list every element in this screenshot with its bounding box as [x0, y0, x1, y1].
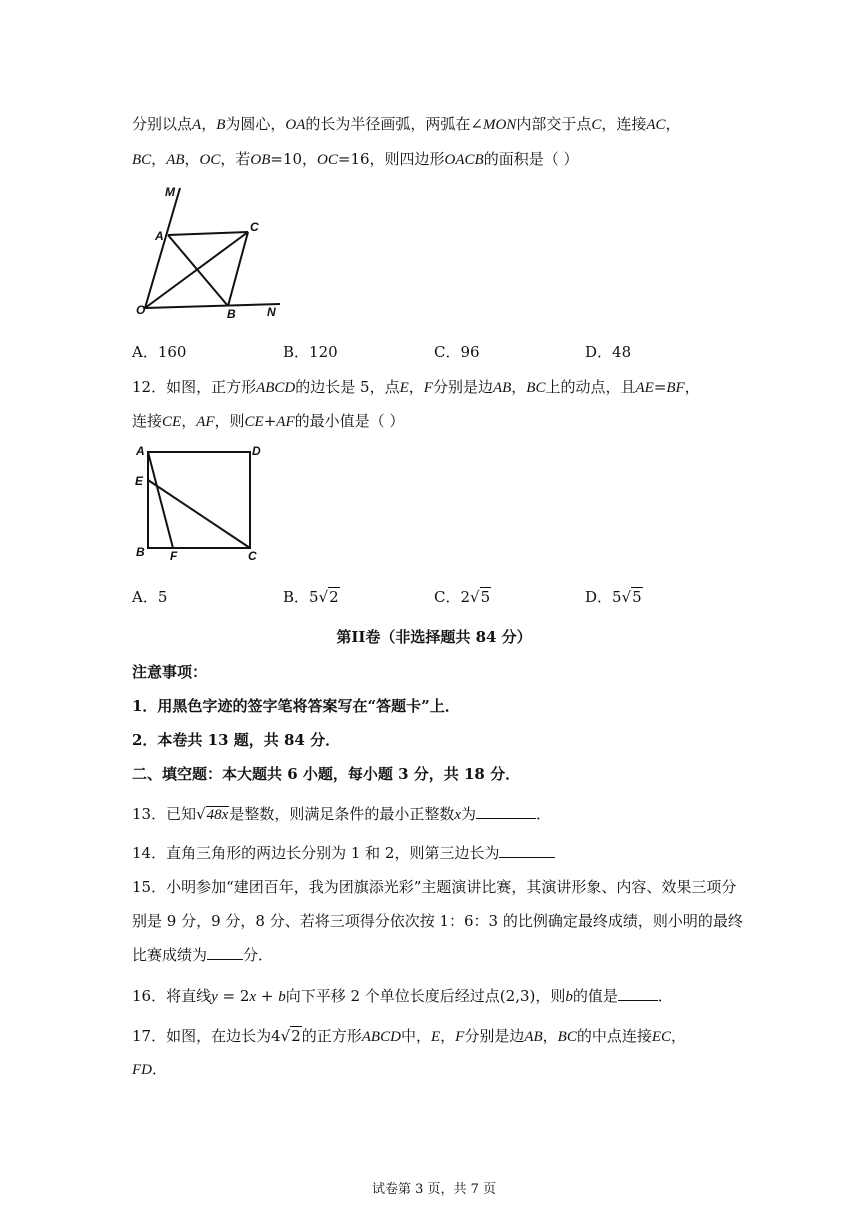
q11-choice-b[interactable]: B．120 — [283, 343, 338, 361]
q12-choice-c[interactable]: C．2√5 — [434, 588, 491, 606]
answer-blank[interactable] — [499, 843, 555, 858]
q12-line1: 12．如图，正方形ABCD的边长是 5，点E，F分别是边AB，BC上的动点，且AE=BF， — [132, 378, 700, 396]
segment-ac — [168, 232, 248, 235]
q11-choice-d[interactable]: D．48 — [585, 343, 632, 361]
q12-line2: 连接CE，AF，则CE+AF的最小值是（ ） — [132, 412, 405, 430]
label-c: C — [248, 549, 257, 563]
ray-on — [145, 304, 280, 308]
q12-choice-a[interactable]: A．5 — [132, 588, 168, 606]
label-m: M — [165, 185, 175, 199]
label-n: N — [267, 305, 276, 319]
answer-blank[interactable] — [476, 804, 536, 819]
q13: 13．已知√48x是整数，则满足条件的最小正整数x为 ． — [132, 805, 552, 823]
notes-title: 注意事项： — [132, 663, 208, 681]
section2-title: 第II卷（非选择题共 84 分） — [336, 628, 532, 646]
q12-choice-b[interactable]: B．5√2 — [283, 588, 339, 606]
page-footer: 试卷第 3 页，共 7 页 — [371, 1182, 497, 1197]
sqrt-symbol: √2 — [318, 588, 339, 606]
sqrt-symbol: √2 — [280, 1027, 301, 1045]
segment-oc — [145, 232, 248, 308]
sqrt-symbol: √5 — [621, 588, 642, 606]
label-d: D — [252, 444, 261, 458]
q11-choice-c[interactable]: C．96 — [434, 343, 480, 361]
sqrt-symbol: √48x — [196, 805, 229, 823]
label-b: B — [227, 307, 236, 321]
ray-om — [145, 188, 180, 308]
q14: 14．直角三角形的两边长分别为 1 和 2，则第三边长为 — [132, 842, 555, 863]
label-a: A — [155, 229, 164, 243]
part2-heading: 二、填空题：本大题共 6 小题，每小题 3 分，共 18 分． — [132, 765, 521, 783]
q11-line2: BC，AB，OC，若OB=10，OC=16，则四边形OACB的面积是（ ） — [132, 150, 579, 168]
q17-line1: 17．如图，在边长为4√2的正方形ABCD中，E，F分别是边AB，BC的中点连接EC， — [132, 1027, 687, 1045]
q11-figure — [125, 180, 295, 325]
label-e: E — [135, 474, 144, 488]
segment-af — [148, 452, 173, 548]
q12-figure — [130, 440, 270, 565]
label-f: F — [170, 549, 178, 563]
label-o: O — [136, 303, 146, 317]
label-b: B — [136, 545, 145, 559]
label-a: A — [136, 444, 145, 458]
q17-line2: FD． — [132, 1060, 168, 1078]
sqrt-symbol: √5 — [470, 588, 491, 606]
answer-blank[interactable] — [207, 945, 243, 960]
q15-line1: 15．小明参加“建团百年，我为团旗添光彩”主题演讲比赛，其演讲形象、内容、效果三项分 — [132, 878, 737, 896]
q15-line2: 别是 9 分，9 分，8 分、若将三项得分依次按 1：6：3 的比例确定最终成绩，则小明的最终 — [132, 912, 743, 930]
label-c: C — [250, 220, 259, 234]
q16: 16．将直线y = 2x + b向下平移 2 个单位长度后经过点(2,3)，则b的值是 ． — [132, 987, 673, 1005]
note-1: 1．用黑色字迹的签字笔将答案写在“答题卡”上． — [132, 697, 460, 715]
segment-ab — [168, 235, 228, 306]
note-2: 2．本卷共 13 题，共 84 分． — [132, 731, 341, 749]
q12-choice-d[interactable]: D．5√5 — [585, 588, 642, 606]
q11-choice-a[interactable]: A．160 — [132, 343, 187, 361]
q15-line3: 比赛成绩为 分． — [132, 946, 274, 964]
q11-line1: 分别以点A，B为圆心，OA的长为半径画弧，两弧在∠MON内部交于点C，连接AC， — [132, 115, 681, 133]
square-abcd — [148, 452, 250, 548]
answer-blank[interactable] — [618, 986, 658, 1001]
segment-bc — [228, 232, 248, 306]
